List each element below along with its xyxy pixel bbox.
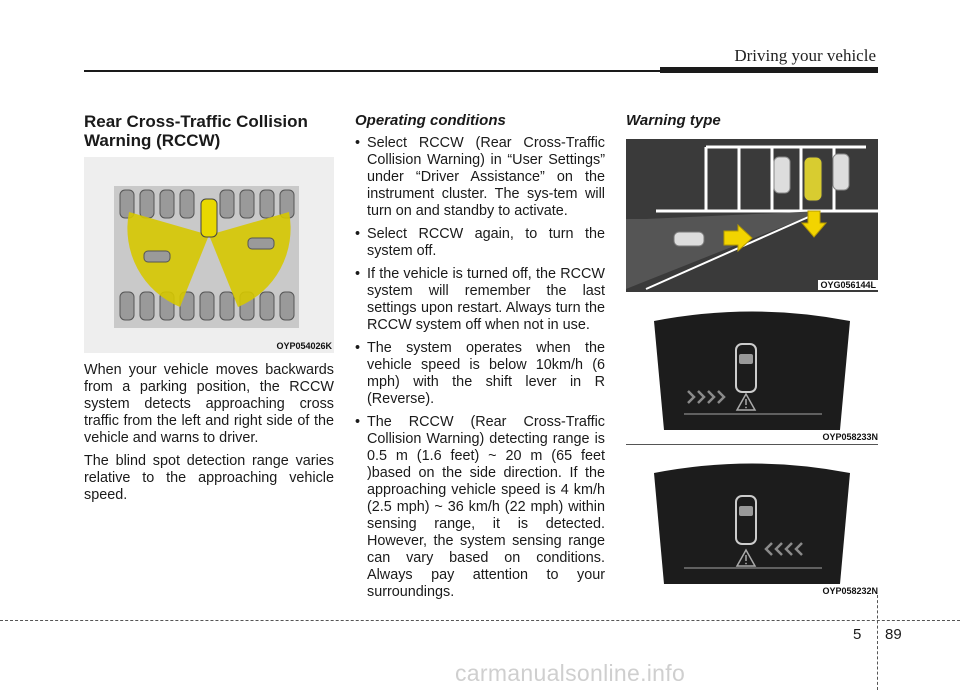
list-item: • The system operates when the vehicle speed is below 10km/h (6 mph) with the shift lever in R (Reverse). <box>355 340 605 407</box>
rccw-parking-figure <box>84 157 334 353</box>
list-item: • Select RCCW (Rear Cross-Traffic Collision Warning) in “User Settings” under “Driver Assistance” on the instrument cluster. The sys-tem will turn on and standby to activate. <box>355 135 605 219</box>
reversing-vehicle <box>804 157 822 201</box>
list-item-text: Select RCCW again, to turn the system off. <box>367 226 605 259</box>
header-rule-accent <box>660 67 878 73</box>
figure-label: OYP058233N <box>822 432 878 442</box>
figure-label: OYP058232N <box>822 586 878 596</box>
ego-vehicle <box>201 199 217 237</box>
list-item-text: The RCCW (Rear Cross-Traffic Collision Warning) detecting range is 0.5 m (1.6 feet) ~ 20 m (65 feet )based on the side direction. If the approaching vehicle speed is 4 km/h (2.5 mph) ~ 36 km/h (22 mph) within sensing range, it is detected. However, the system sensing range can vary based on conditions. Always pay attention to your surroundings. <box>367 414 605 600</box>
cluster-display-right <box>626 448 878 584</box>
section-number: 5 <box>853 626 862 643</box>
watermark: carmanualsonline.info <box>455 660 686 686</box>
figure-label: OYP054026K <box>276 341 332 351</box>
warning-type-heading: Warning type <box>626 112 721 129</box>
cluster-display-left <box>626 296 878 430</box>
paragraph-detection-range: The blind spot detection range varies relative to the approaching vehicle speed. <box>84 453 334 503</box>
paragraph-rccw-intro: When your vehicle moves backwards from a parking position, the RCCW system detects approaching cross traffic from the left and right side of the vehicle and warns to driver. <box>84 362 334 446</box>
list-item-text: The system operates when the vehicle speed is below 10km/h (6 mph) with the shift lever in R (Reverse). <box>367 340 605 407</box>
left-body <box>84 362 334 510</box>
list-item: • The RCCW (Rear Cross-Traffic Collision Warning) detecting range is 0.5 m (1.6 feet) ~ 20 m (65 feet )based on the side direction. If the approaching vehicle speed is 4 km/h (2.5 mph) ~ 36 km/h (22 mph) within sensing range, it is detected. However, the system sensing range can vary based on conditions. Always pay attention to your surroundings. <box>355 414 605 600</box>
parking-lot-illustration <box>84 157 334 353</box>
header-rule <box>84 70 660 72</box>
road-scene-illustration <box>626 139 878 292</box>
operating-conditions-list <box>355 135 605 601</box>
list-item-text: If the vehicle is turned off, the RCCW system will remember the last settings upon restart. Always turn the RCCW system off when not in use. <box>367 266 605 333</box>
operating-conditions-heading: Operating conditions <box>355 112 506 129</box>
list-item: • If the vehicle is turned off, the RCCW system will remember the last settings upon restart. Always turn the RCCW system off when not in use. <box>355 266 605 333</box>
rccw-heading: Rear Cross-Traffic Collision Warning (RCCW) <box>84 112 308 150</box>
approaching-vehicle <box>674 232 704 246</box>
left-column <box>84 112 334 150</box>
warning-display-right-figure <box>626 448 878 598</box>
footer-divider <box>0 620 960 621</box>
warning-scene-figure <box>626 139 878 292</box>
figure-label: OYG056144L <box>820 280 876 290</box>
middle-column <box>355 112 605 607</box>
list-item-text: Select RCCW (Rear Cross-Traffic Collision Warning) in “User Settings” under “Driver Assistance” on the instrument cluster. The sys-tem will turn on and standby to activate. <box>367 135 605 219</box>
footer-vertical-divider <box>877 595 878 690</box>
section-header-title: Driving your vehicle <box>734 46 876 65</box>
page-number: 89 <box>885 626 902 643</box>
right-column <box>626 112 878 135</box>
list-item: • Select RCCW again, to turn the system off. <box>355 226 605 259</box>
warning-display-left-figure <box>626 296 878 445</box>
